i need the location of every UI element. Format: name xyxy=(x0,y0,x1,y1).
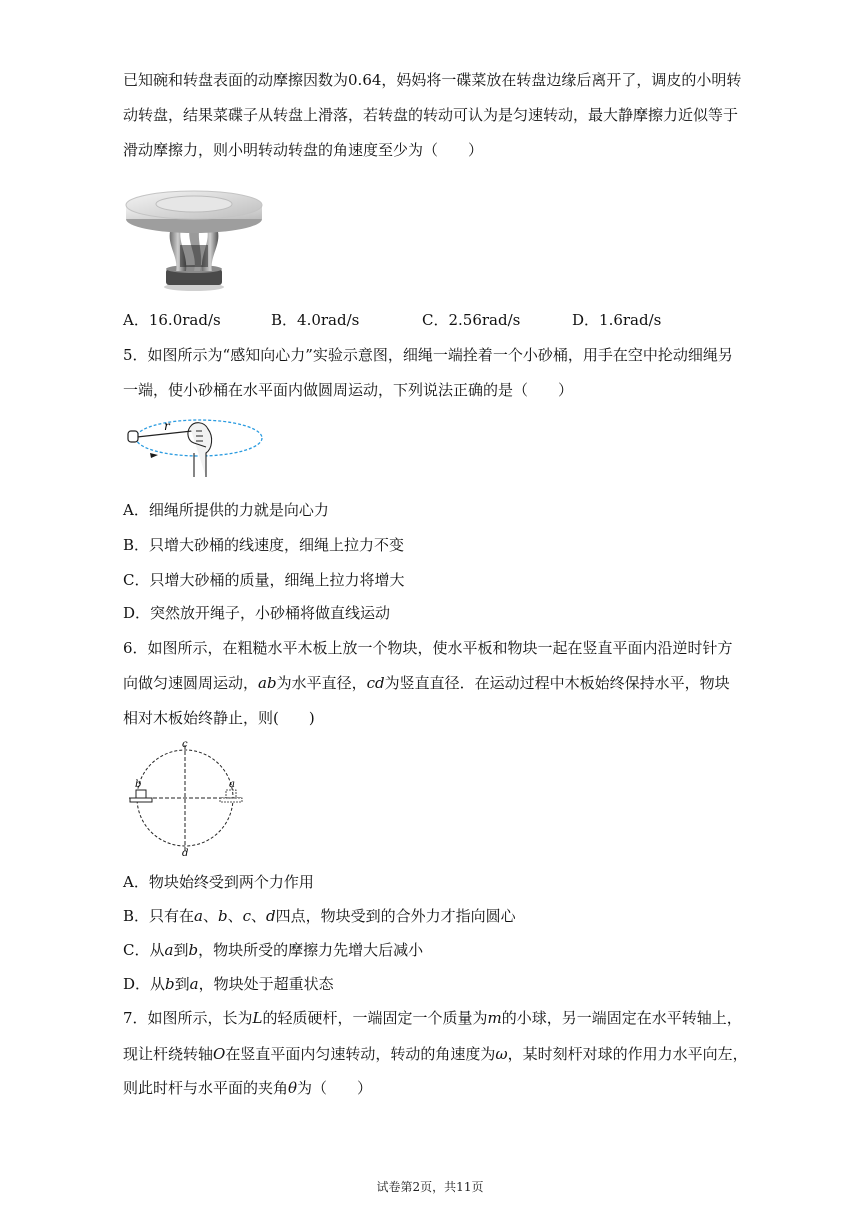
var-b: b xyxy=(218,907,228,925)
turntable-figure xyxy=(124,183,264,288)
q6-optc-part: 到 xyxy=(173,941,189,959)
q7-line1-part: 的轻质硬杆，一端固定一个质量为 xyxy=(262,1009,488,1027)
radius-label: r xyxy=(164,419,170,433)
q6-optb-part: 、 xyxy=(202,907,218,925)
q6-line2-part: 向做匀速圆周运动， xyxy=(123,674,259,692)
q6-line2-part: 为竖直直径．在运动过程中木板始终保持水平，物块 xyxy=(384,674,730,692)
q7-line1-part: 的小球，另一端固定在水平转轴上， xyxy=(501,1009,742,1027)
q6-option-a: A．物块始终受到两个力作用 xyxy=(123,873,314,891)
q4-option-a: A．16.0rad/s xyxy=(123,311,221,329)
var-ab: ab xyxy=(258,674,277,692)
var-c: c xyxy=(242,907,252,925)
q5-text-line-2: 一端，使小砂桶在水平面内做圆周运动，下列说法正确的是（ ） xyxy=(123,381,574,399)
var-O: O xyxy=(213,1045,226,1063)
circular-motion-diagram xyxy=(125,739,245,859)
q4-text-line-3: 滑动摩擦力，则小明转动转盘的角速度至少为（ ） xyxy=(123,141,484,159)
q4-text-line-2: 动转盘，结果菜碟子从转盘上滑落，若转盘的转动可认为是匀速转动，最大静摩擦力近似等于 xyxy=(123,106,739,124)
var-m: m xyxy=(487,1009,502,1027)
q6-optb-part: 四点，物块受到的合外力才指向圆心 xyxy=(275,907,516,925)
q6-optd-part: D．从 xyxy=(123,975,166,993)
q6-optc-part: C．从 xyxy=(123,941,165,959)
q5-text-line-1: 5．如图所示为“感知向心力”实验示意图，细绳一端拴着一个小砂桶，用手在空中抡动细绳另 xyxy=(123,346,733,364)
page-footer: 试卷第2页，共11页 xyxy=(376,1180,484,1194)
q6-optd-part: ，物块处于超重状态 xyxy=(198,975,334,993)
q6-text-line-3: 相对木板始终静止，则( ) xyxy=(123,709,315,727)
var-b: b xyxy=(188,941,199,959)
var-a: a xyxy=(194,907,203,925)
q6-text-line-1: 6．如图所示，在粗糙水平木板上放一个物块，使水平板和物块一起在竖直平面内沿逆时针方 xyxy=(123,639,733,657)
q7-text-line-3 xyxy=(123,1078,372,1098)
q7-text-line-1 xyxy=(123,1008,742,1028)
q6-optb-part: 、 xyxy=(227,907,243,925)
q7-line2-part: 在竖直平面内匀速转动，转动的角速度为 xyxy=(225,1045,496,1063)
q4-option-c: C．2.56rad/s xyxy=(422,311,521,329)
q7-line2-part: 现让杆绕转轴 xyxy=(123,1045,214,1063)
q6-line2-part: 为水平直径， xyxy=(276,674,367,692)
point-label-d: d xyxy=(182,848,189,859)
q4-text-line-1: 已知碗和转盘表面的动摩擦因数为0.64，妈妈将一碟菜放在转盘边缘后离开了，调皮的小明转 xyxy=(123,71,742,89)
q6-option-c xyxy=(123,940,423,960)
q6-optd-part: 到 xyxy=(174,975,190,993)
q5-option-b: B．只增大砂桶的线速度，细绳上拉力不变 xyxy=(123,536,405,554)
var-a: a xyxy=(189,975,199,993)
q7-line2-part: ，某时刻杆对球的作用力水平向左， xyxy=(507,1045,748,1063)
sand-bucket-figure xyxy=(124,417,264,482)
q5-option-c: C．只增大砂桶的质量，细绳上拉力将增大 xyxy=(123,571,405,589)
var-L: L xyxy=(252,1009,263,1027)
q7-line3-part: 为（ ） xyxy=(297,1079,373,1097)
q7-line3-part: 则此时杆与水平面的夹角 xyxy=(123,1079,289,1097)
q6-optb-part: 、 xyxy=(251,907,267,925)
var-theta: θ xyxy=(288,1079,298,1097)
q4-option-d: D．1.6rad/s xyxy=(572,311,662,329)
q5-option-a: A．细绳所提供的力就是向心力 xyxy=(123,501,329,519)
var-d: d xyxy=(266,907,276,925)
q7-text-line-2 xyxy=(123,1044,748,1064)
q6-optb-part: B．只有在 xyxy=(123,907,195,925)
var-b: b xyxy=(165,975,175,993)
q5-option-d: D．突然放开绳子，小砂桶将做直线运动 xyxy=(123,604,391,622)
point-label-a: a xyxy=(229,779,235,790)
point-label-c: c xyxy=(182,739,188,750)
var-cd: cd xyxy=(366,674,385,692)
var-omega: ω xyxy=(495,1045,508,1063)
q4-option-b: B．4.0rad/s xyxy=(271,311,360,329)
q6-option-b xyxy=(123,906,516,926)
q6-option-d xyxy=(123,974,334,994)
var-a: a xyxy=(164,941,174,959)
point-label-b: b xyxy=(135,779,142,790)
q6-optc-part: ，物块所受的摩擦力先增大后减小 xyxy=(198,941,424,959)
q7-line1-part: 7．如图所示，长为 xyxy=(123,1009,253,1027)
q6-text-line-2 xyxy=(123,673,730,693)
